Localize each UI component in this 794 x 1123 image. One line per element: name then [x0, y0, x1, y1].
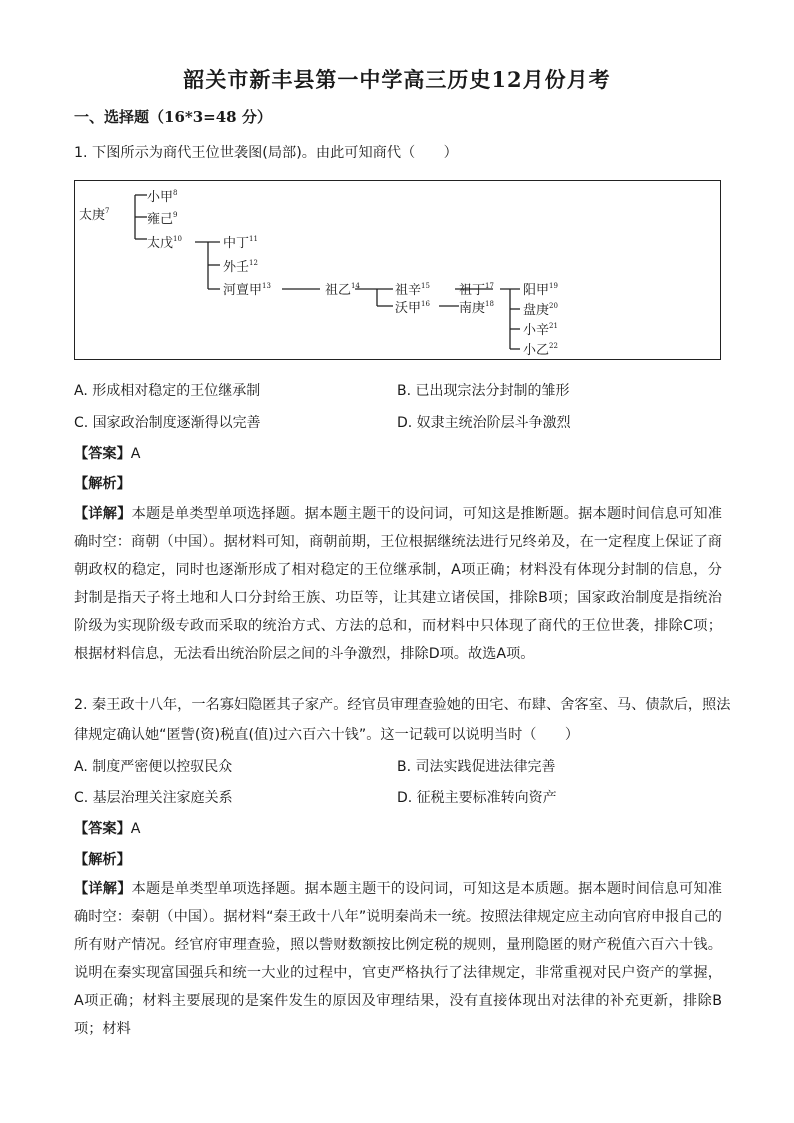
q1-option-a: A. 形成相对稳定的王位继承制: [74, 383, 261, 399]
q2-option-d: D. 征税主要标准转向资产: [397, 790, 557, 806]
king-label: 阳甲$^{19}$: [523, 282, 558, 298]
q2-stem-line2: 律规定确认她“匿訾(资)税直(值)过六百六十钱”。这一记载可以说明当时（ ）: [74, 727, 580, 743]
q1-stem: 1. 下图所示为商代王位世袭图(局部)。由此可知商代（ ）: [74, 145, 458, 161]
king-order-number: 18: [485, 300, 494, 308]
detail-text: 本题是单类型单项选择题。据本题主题干的设问词，可知这是本质题。据本题时间信息可知准确时空：秦朝（中国）。据材料“秦王政十八年”说明秦尚未一统。按照法律规定应主动向官府申报自己的所有财产情况。经官府审理查验，照以訾财数额按比例定税的规则，量刑隐匿的财产税值六百六十钱。说明在秦实现富国强兵和统一大业的过程中，官吏严格执行了法律规定，非常重视对民户资产的掌握，A项正确；材料主要展现的是案件发生的原因及审理结果，没有直接体现出对法律的补充更新，排除B项；材料: [74, 881, 722, 1037]
page-title: 韶关市新丰县第一中学高三历史12月份月考: [183, 67, 611, 92]
king-label: 小甲$^8$: [147, 189, 178, 205]
q1-detail: [74, 500, 722, 668]
king-order-number: 15: [421, 282, 430, 290]
king-label: 南庚$^{18}$: [459, 300, 494, 316]
q2-stem-line1: 2. 秦王政十八年，一名寡妇隐匿其子家产。经官员审理查验她的田宅、布肆、舍客室、马、债款后，照法: [74, 697, 731, 713]
king-order-number: 10: [173, 235, 182, 243]
king-label: 太庚$^7$: [79, 207, 110, 223]
king-order-number: 11: [249, 235, 258, 243]
king-succession-diagram: [75, 181, 719, 358]
king-order-number: 16: [421, 300, 430, 308]
king-label: 祖丁$^{17}$: [459, 282, 494, 298]
king-order-number: 17: [485, 282, 494, 290]
king-order-number: 14: [351, 282, 360, 290]
king-label: 雍己$^9$: [147, 211, 178, 227]
q2-detail: [74, 875, 722, 1043]
q2-analysis-tag: 【解析】: [74, 852, 131, 868]
answer-tag: 【答案】: [74, 821, 131, 837]
king-label: 外壬$^{12}$: [223, 259, 258, 275]
q2-option-b: B. 司法实践促进法律完善: [397, 759, 556, 775]
answer-value: A: [130, 446, 141, 462]
king-label: 小乙$^{22}$: [523, 342, 558, 358]
king-order-number: 12: [249, 259, 258, 267]
king-label: 小辛$^{21}$: [523, 322, 558, 338]
king-label: 盘庚$^{20}$: [523, 302, 558, 318]
detail-text: 本题是单类型单项选择题。据本题主题干的设问词，可知这是推断题。据本题时间信息可知准确时空：商朝（中国）。据材料可知，商朝前期，王位根据继统法进行兄终弟及，在一定程度上保证了商朝政权的稳定，同时也逐渐形成了相对稳定的王位继承制，A项正确；材料没有体现分封制的信息，分封制是指天子将土地和人口分封给王族、功臣等，让其建立诸侯国，排除B项；国家政治制度是指统治阶级为实现阶级专政而采取的统治方式、方法的总和，而材料中只体现了商代的王位世袭，排除C项；根据材料信息，无法看出统治阶层之间的斗争激烈，排除D项。故选A项。: [74, 506, 722, 662]
detail-tag: 【详解】: [74, 881, 132, 897]
answer-value: A: [130, 821, 141, 837]
q1-analysis-tag: 【解析】: [74, 476, 131, 492]
section-heading: 一、选择题（16*3=48 分）: [74, 108, 272, 126]
king-label: 沃甲$^{16}$: [395, 300, 430, 316]
king-order-number: 13: [262, 282, 271, 290]
king-label: 祖乙$^{14}$: [325, 282, 360, 298]
q1-option-d: D. 奴隶主统治阶层斗争激烈: [397, 415, 571, 431]
king-label: 太戊$^{10}$: [147, 235, 182, 251]
q2-answer: [74, 818, 140, 838]
detail-tag: 【详解】: [74, 506, 132, 522]
king-order-number: 20: [549, 302, 558, 310]
q1-option-b: B. 已出现宗法分封制的雏形: [397, 383, 570, 399]
king-label: 祖辛$^{15}$: [395, 282, 430, 298]
king-order-number: 22: [549, 342, 558, 350]
q1-answer: [74, 443, 140, 463]
king-label: 河亶甲$^{13}$: [223, 282, 271, 298]
answer-tag: 【答案】: [74, 446, 131, 462]
q2-option-c: C. 基层治理关注家庭关系: [74, 790, 233, 806]
king-succession-figure: [74, 180, 721, 360]
q1-option-c: C. 国家政治制度逐渐得以完善: [74, 415, 261, 431]
king-order-number: 9: [173, 211, 178, 219]
king-order-number: 8: [173, 189, 178, 197]
king-order-number: 21: [549, 322, 558, 330]
king-order-number: 19: [549, 282, 558, 290]
king-label: 中丁$^{11}$: [223, 235, 258, 251]
q2-option-a: A. 制度严密便以控驭民众: [74, 759, 233, 775]
king-order-number: 7: [105, 207, 110, 215]
